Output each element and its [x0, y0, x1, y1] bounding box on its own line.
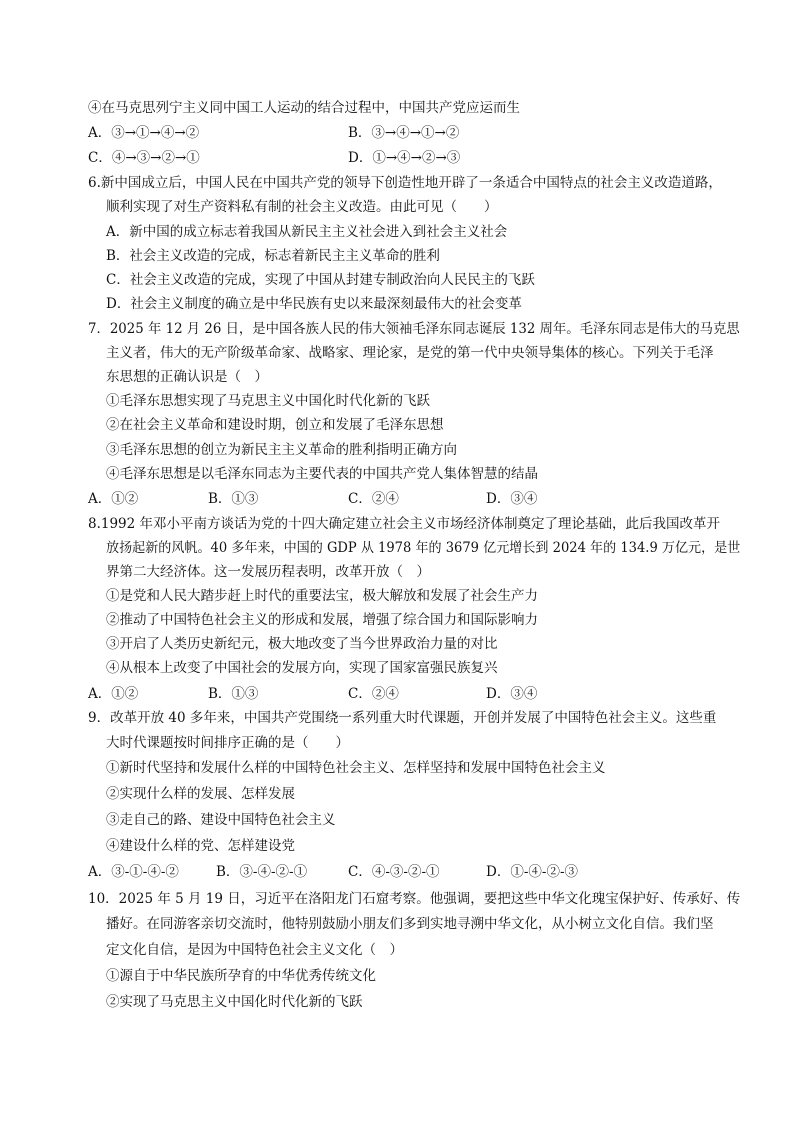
q8-stem-line-2: 放扬起新的风帆。40 多年来，中国的 GDP 从 1978 年的 3679 亿元增长到 2024 年的 134.9 万亿元，是世: [106, 540, 741, 556]
q6-option-a[interactable]: A．新中国的成立标志着我国从新民主主义社会进入到社会主义社会: [106, 224, 508, 240]
q5-item-4: ④在马克思列宁主义同中国工人运动的结合过程中，中国共产党应运而生: [88, 100, 520, 116]
q10-item-2: ②实现了马克思主义中国化时代化新的飞跃: [106, 994, 363, 1010]
q9-item-1: ①新时代坚持和发展什么样的中国特色社会主义、怎样坚持和发展中国特色社会主义: [106, 760, 606, 776]
q6-option-c[interactable]: C．社会主义改造的完成，实现了中国从封建专制政治向人民民主的飞跃: [106, 272, 535, 288]
q9-item-3: ③走自己的路、建设中国特色社会主义: [106, 812, 336, 828]
q10-stem-line-2: 播好。在同游客亲切交流时，他特别鼓励小朋友们多到实地寻溯中华文化，从小树立文化自信。我们坚: [106, 916, 714, 932]
q7-option-d[interactable]: D．③④: [486, 491, 538, 507]
q5-option-d[interactable]: D．①→④→②→③: [348, 150, 461, 166]
q7-item-2: ②在社会主义革命和建设时期，创立和发展了毛泽东思想: [106, 417, 444, 433]
q9-option-c[interactable]: C．④-③-②-①: [348, 864, 440, 880]
q8-option-b[interactable]: B．①③: [208, 686, 259, 702]
q7-option-b[interactable]: B．①③: [208, 491, 259, 507]
q9-stem-line-1: 9．改革开放 40 多年来，中国共产党围绕一系列重大时代课题，开创并发展了中国特色社会主义。这些重: [88, 710, 717, 726]
q9-option-d[interactable]: D．①-④-②-③: [486, 864, 579, 880]
q6-stem-line-1: 6.新中国成立后，中国人民在中国共产党的领导下创造性地开辟了一条适合中国特点的社会主义改造道路，: [88, 175, 722, 191]
q8-option-a[interactable]: A．①②: [88, 686, 139, 702]
q8-stem-line-3: 界第二大经济体。这一发展历程表明，改革开放（ ）: [106, 564, 430, 580]
q6-stem-line-2: 顺利实现了对生产资料私有制的社会主义改造。由此可见（ ）: [106, 199, 498, 215]
q8-stem-line-1: 8.1992 年邓小平南方谈话为党的十四大确定建立社会主义市场经济体制奠定了理论基础，此后我国改革开: [88, 516, 721, 532]
q9-options-row: [88, 862, 648, 882]
q6-option-b[interactable]: B．社会主义改造的完成，标志着新民主主义革命的胜利: [106, 248, 440, 264]
q7-item-4: ④毛泽东思想是以毛泽东同志为主要代表的中国共产党人集体智慧的结晶: [106, 466, 538, 482]
q8-options-row: [88, 684, 588, 704]
q7-stem-line-1: 7．2025 年 12 月 26 日，是中国各族人民的伟大领袖毛泽东同志诞辰 132 周年。毛泽东同志是伟大的马克思: [88, 321, 740, 337]
q7-option-c[interactable]: C．②④: [348, 491, 399, 507]
q7-options-row: [88, 489, 588, 509]
q5-option-c[interactable]: C．④→③→②→①: [88, 150, 200, 166]
q10-stem-line-1: 10．2025 年 5 月 19 日，习近平在洛阳龙门石窟考察。他强调，要把这些中华文化瑰宝保护好、传承好、传: [88, 891, 741, 907]
q8-item-2: ②推动了中国特色社会主义的形成和发展，增强了综合国力和国际影响力: [106, 612, 538, 628]
q7-item-1: ①毛泽东思想实现了马克思主义中国化时代化新的飞跃: [106, 393, 430, 409]
q9-option-a[interactable]: A．③-①-④-②: [88, 864, 179, 880]
q8-option-c[interactable]: C．②④: [348, 686, 399, 702]
q9-item-4: ④建设什么样的党、怎样建设党: [106, 838, 295, 854]
q9-item-2: ②实现什么样的发展、怎样发展: [106, 786, 295, 802]
q7-item-3: ③毛泽东思想的创立为新民主主义革命的胜利指明正确方向: [106, 442, 457, 458]
q8-item-4: ④从根本上改变了中国社会的发展方向，实现了国家富强民族复兴: [106, 660, 498, 676]
q8-item-1: ①是党和人民大踏步赶上时代的重要法宝，极大解放和发展了社会生产力: [106, 588, 538, 604]
q5-option-b[interactable]: B．③→④→①→②: [348, 125, 460, 141]
q10-stem-line-3: 定文化自信，是因为中国特色社会主义文化（ ）: [106, 942, 403, 958]
q10-item-1: ①源自于中华民族所孕育的中华优秀传统文化: [106, 968, 376, 984]
q8-option-d[interactable]: D．③④: [486, 686, 538, 702]
q7-stem-line-2: 主义者，伟大的无产阶级革命家、战略家、理论家，是党的第一代中央领导集体的核心。下列关于毛泽: [106, 345, 714, 361]
q8-item-3: ③开启了人类历史新纪元，极大地改变了当今世界政治力量的对比: [106, 636, 498, 652]
q7-option-a[interactable]: A．①②: [88, 491, 139, 507]
q9-stem-line-2: 大时代课题按时间排序正确的是（ ）: [106, 735, 349, 751]
q5-option-a[interactable]: A．③→①→④→②: [88, 125, 200, 141]
q7-stem-line-3: 东思想的正确认识是（ ）: [106, 369, 268, 385]
q6-option-d[interactable]: D．社会主义制度的确立是中华民族有史以来最深刻最伟大的社会变革: [106, 296, 522, 312]
q9-option-b[interactable]: B．③-④-②-①: [216, 864, 308, 880]
